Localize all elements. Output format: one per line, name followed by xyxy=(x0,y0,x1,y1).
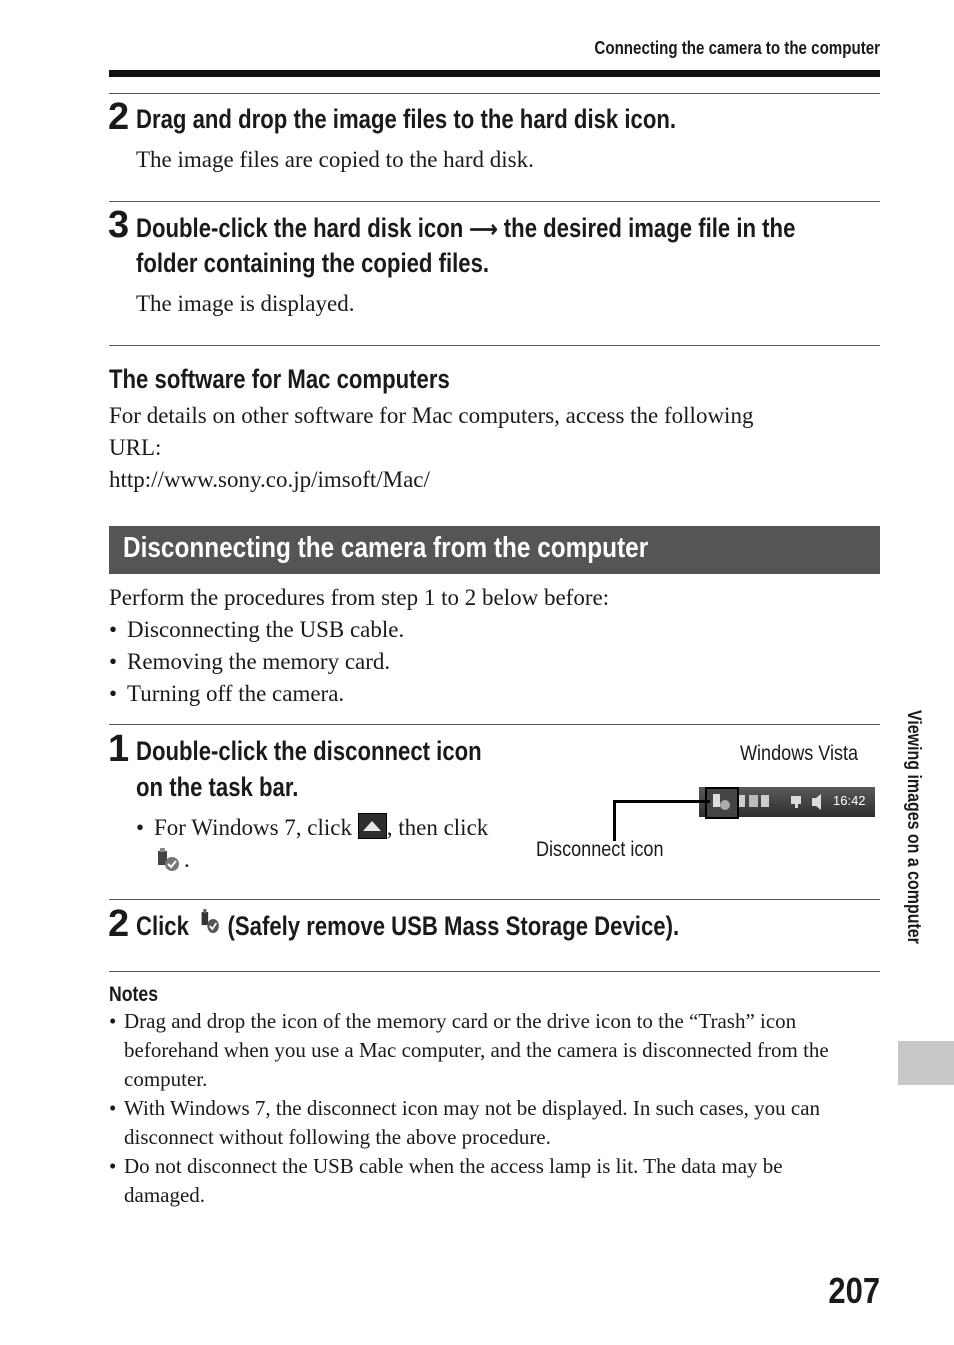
safely-remove-usb-icon xyxy=(195,909,221,944)
step-heading xyxy=(136,211,795,247)
note-line: • With Windows 7, the disconnect icon may not be displayed. In such cases, you can xyxy=(124,1096,821,1120)
note-item xyxy=(109,1007,889,1094)
step-number: 2 xyxy=(108,903,130,945)
step-note: The image is displayed. xyxy=(136,291,355,316)
step-number: 1 xyxy=(108,728,130,770)
note-line: • Drag and drop the icon of the memory card or the drive icon to the “Trash” icon xyxy=(124,1009,797,1033)
taskbar-clock: 16:42 xyxy=(833,793,866,808)
section-title: Disconnecting the camera from the computer xyxy=(123,532,649,564)
url-text: http://www.sony.co.jp/imsoft/Mac/ xyxy=(109,467,430,492)
step-heading-part: the desired image file in the xyxy=(503,213,796,243)
step-note: The image files are copied to the hard disk. xyxy=(136,147,534,172)
list-item: • Turning off the camera. xyxy=(109,678,809,710)
step-heading: Drag and drop the image files to the hard disk icon. xyxy=(136,104,677,134)
section-title-bar xyxy=(109,526,880,574)
section-intro xyxy=(109,582,809,710)
callout-label: Disconnect icon xyxy=(536,838,664,861)
sub-bullet-text: . xyxy=(184,847,190,872)
step-heading-part: (Safely remove USB Mass Storage Device). xyxy=(227,911,680,941)
list-item: • Removing the memory card. xyxy=(109,646,809,678)
note-item xyxy=(109,1094,889,1152)
divider xyxy=(109,971,880,972)
show-hidden-icons-icon xyxy=(358,813,387,839)
paragraph xyxy=(109,400,889,496)
step-number: 2 xyxy=(108,96,130,138)
step-heading: Double-click the disconnect icon xyxy=(136,736,482,766)
divider xyxy=(109,201,880,202)
taskbar-image xyxy=(699,787,875,817)
divider xyxy=(109,724,880,725)
sub-bullet-line xyxy=(136,844,526,882)
arrow-right-icon: ⟶ xyxy=(469,216,498,243)
running-header: Connecting the camera to the computer xyxy=(594,38,880,58)
note-line: beforehand when you use a Mac computer, and the camera is disconnected from the xyxy=(124,1038,829,1062)
step-heading-part: Click xyxy=(136,911,189,941)
step-heading xyxy=(136,909,679,944)
step-number: 3 xyxy=(108,204,130,246)
sub-bullet-line xyxy=(136,812,526,844)
step-heading-part: Double-click the hard disk icon xyxy=(136,213,464,243)
note-line: computer. xyxy=(124,1067,208,1091)
step-heading-line2: folder containing the copied files. xyxy=(136,248,490,278)
divider xyxy=(109,899,880,900)
divider xyxy=(109,345,880,346)
note-item xyxy=(109,1152,889,1210)
page-number: 207 xyxy=(828,1270,880,1311)
notes-list xyxy=(109,1007,889,1210)
paragraph-line: For details on other software for Mac computers, access the following xyxy=(109,403,754,428)
intro-text: Perform the procedures from step 1 to 2 below before: xyxy=(109,585,610,610)
header-thick-rule xyxy=(109,70,880,77)
step-heading-line2: on the task bar. xyxy=(136,772,299,802)
divider xyxy=(109,93,880,94)
callout-line xyxy=(613,800,710,841)
notes-title: Notes xyxy=(109,983,159,1006)
sub-bullet-text: , then click xyxy=(386,815,489,840)
step-sub-bullet xyxy=(136,812,526,882)
note-line: damaged. xyxy=(124,1183,206,1207)
note-line: • Do not disconnect the USB cable when the access lamp is lit. The data may be xyxy=(124,1154,783,1178)
usb-disconnect-icon xyxy=(154,847,184,882)
side-tab-label: Viewing images on a computer xyxy=(903,710,924,944)
sub-bullet-text: For Windows 7, click xyxy=(154,815,352,840)
list-item: • Disconnecting the USB cable. xyxy=(109,614,809,646)
side-tab-marker xyxy=(898,1041,954,1085)
subsection-title: The software for Mac computers xyxy=(109,364,450,394)
figure-label: Windows Vista xyxy=(740,742,859,765)
paragraph-line: URL: xyxy=(109,435,162,460)
note-line: disconnect without following the above procedure. xyxy=(124,1125,551,1149)
